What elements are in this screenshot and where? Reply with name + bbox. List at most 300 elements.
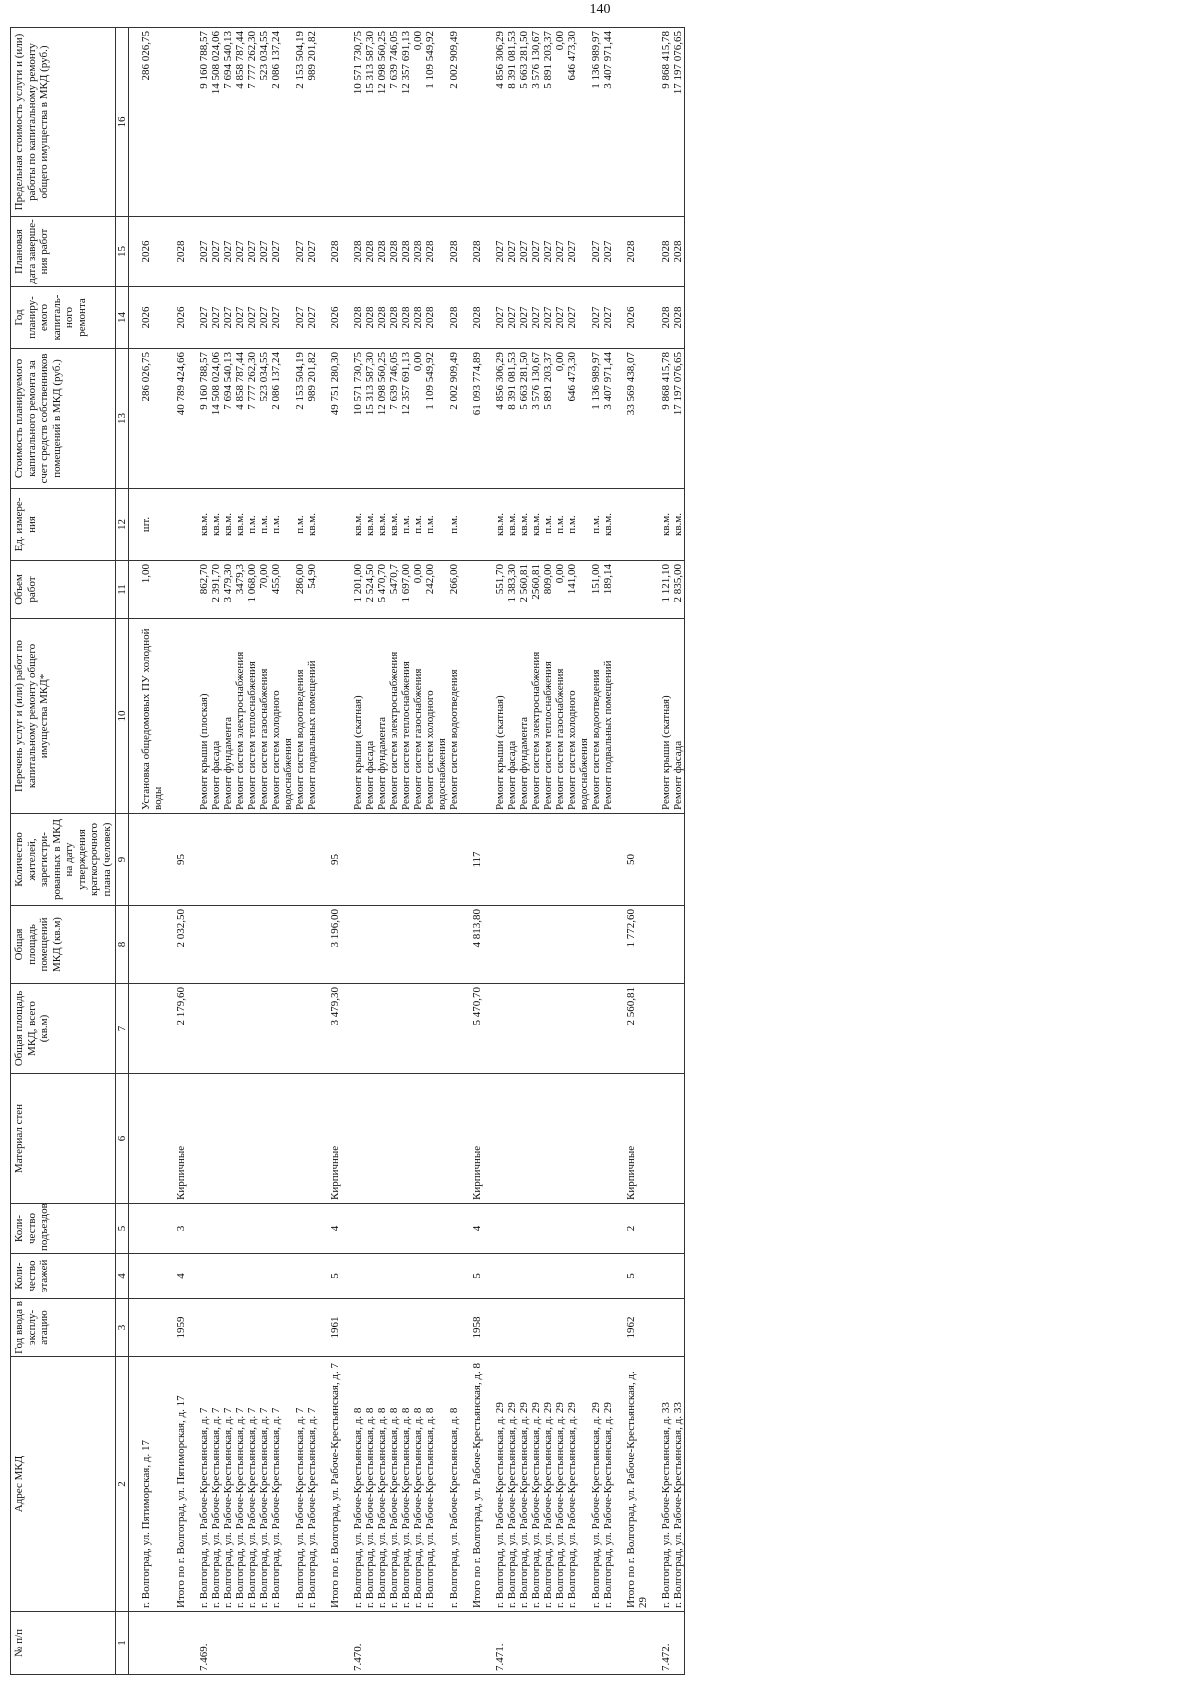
table-row bbox=[518, 28, 530, 1675]
cell-col-15: 2027 bbox=[270, 217, 294, 287]
cell-col-2: Итого по г. Волгоград, ул. Рабоче-Крестьянская, д. 29 bbox=[614, 1357, 649, 1612]
cell-col-15: 2028 bbox=[412, 217, 424, 287]
cell-col-11: 0,00 bbox=[412, 561, 424, 619]
cell-col-2: г. Волгоград, ул. Рабоче-Крестьянская, д. 33 bbox=[649, 1357, 672, 1612]
cell-col-1 bbox=[566, 1612, 590, 1675]
cell-col-15: 2027 bbox=[566, 217, 590, 287]
cell-col-2: г. Волгоград, ул. Рабоче-Крестьянская, д. 7 bbox=[210, 1357, 222, 1612]
cell-col-5 bbox=[294, 1204, 306, 1254]
cell-col-4 bbox=[270, 1254, 294, 1299]
cell-col-3 bbox=[258, 1299, 270, 1357]
col-header-7: Общая площадь МКД, всего (кв.м) bbox=[11, 984, 116, 1074]
cell-col-14: 2028 bbox=[672, 287, 685, 349]
table-row bbox=[424, 28, 448, 1675]
cell-col-12: кв.м. bbox=[364, 489, 376, 561]
cell-col-3 bbox=[294, 1299, 306, 1357]
cell-col-6 bbox=[518, 1074, 530, 1204]
cell-col-1 bbox=[518, 1612, 530, 1675]
cell-col-5 bbox=[234, 1204, 246, 1254]
cell-col-16: 0,00 bbox=[554, 28, 566, 217]
cell-col-5 bbox=[448, 1204, 460, 1254]
cell-col-13: 10 571 730,75 bbox=[341, 349, 364, 489]
cell-col-7 bbox=[258, 984, 270, 1074]
cell-col-12: кв.м. bbox=[649, 489, 672, 561]
cell-col-10: Ремонт подвальных помещений bbox=[306, 619, 318, 814]
cell-col-7 bbox=[376, 984, 388, 1074]
cell-col-16: 7 777 262,30 bbox=[246, 28, 258, 217]
cell-col-8 bbox=[483, 906, 506, 984]
cell-col-2: Итого по г. Волгоград, ул. Пятиморская, д. 17 bbox=[164, 1357, 187, 1612]
col-number: 12 bbox=[116, 489, 129, 561]
cell-col-5 bbox=[341, 1204, 364, 1254]
cell-col-5 bbox=[542, 1204, 554, 1254]
col-header-14: Год планиру-емого капиталь-ного ремонта bbox=[11, 287, 116, 349]
cell-col-4: 4 bbox=[164, 1254, 187, 1299]
cell-col-15: 2027 bbox=[590, 217, 602, 287]
rotated-table-sheet bbox=[10, 28, 1140, 1675]
table-row bbox=[566, 28, 590, 1675]
cell-col-14: 2028 bbox=[400, 287, 412, 349]
cell-col-11: 2 835,00 bbox=[672, 561, 685, 619]
cell-col-15: 2027 bbox=[306, 217, 318, 287]
cell-col-1 bbox=[246, 1612, 258, 1675]
cell-col-14: 2027 bbox=[566, 287, 590, 349]
cell-col-16: 17 197 076,65 bbox=[672, 28, 685, 217]
cell-col-14: 2026 bbox=[164, 287, 187, 349]
cell-col-4 bbox=[294, 1254, 306, 1299]
cell-col-13: 12 357 691,13 bbox=[400, 349, 412, 489]
cell-col-13: 2 086 137,24 bbox=[270, 349, 294, 489]
cell-col-12: кв.м. bbox=[187, 489, 210, 561]
cell-col-6 bbox=[258, 1074, 270, 1204]
cell-col-8 bbox=[672, 906, 685, 984]
col-number: 13 bbox=[116, 349, 129, 489]
cell-col-1 bbox=[318, 1612, 341, 1675]
cell-col-12: кв.м. bbox=[483, 489, 506, 561]
cell-col-3 bbox=[412, 1299, 424, 1357]
cell-col-3 bbox=[424, 1299, 448, 1357]
cell-col-11: 286,00 bbox=[294, 561, 306, 619]
cell-col-13: 40 789 424,66 bbox=[164, 349, 187, 489]
cell-col-7 bbox=[424, 984, 448, 1074]
cell-col-7 bbox=[210, 984, 222, 1074]
cell-col-11: 1 068,00 bbox=[246, 561, 258, 619]
cell-col-9 bbox=[483, 814, 506, 906]
cell-col-15: 2028 bbox=[376, 217, 388, 287]
cell-col-10: Ремонт систем теплоснабжения bbox=[542, 619, 554, 814]
cell-col-7 bbox=[129, 984, 165, 1074]
cell-col-4 bbox=[483, 1254, 506, 1299]
cell-col-11: 2 524,50 bbox=[364, 561, 376, 619]
cell-col-4 bbox=[506, 1254, 518, 1299]
cell-col-8 bbox=[649, 906, 672, 984]
cell-col-12: кв.м. bbox=[530, 489, 542, 561]
cell-col-6 bbox=[506, 1074, 518, 1204]
cell-col-12: п.м. bbox=[566, 489, 590, 561]
cell-col-7 bbox=[672, 984, 685, 1074]
cell-col-11: 455,00 bbox=[270, 561, 294, 619]
cell-col-3 bbox=[187, 1299, 210, 1357]
cell-col-16 bbox=[460, 28, 483, 217]
cell-col-10: Ремонт систем водоотведения bbox=[590, 619, 602, 814]
cell-col-11: 2 560,81 bbox=[518, 561, 530, 619]
cell-col-6 bbox=[388, 1074, 400, 1204]
cell-col-8 bbox=[424, 906, 448, 984]
cell-col-7: 2 560,81 bbox=[614, 984, 649, 1074]
cell-col-13: 49 751 280,30 bbox=[318, 349, 341, 489]
cell-col-8 bbox=[364, 906, 376, 984]
cell-col-10: Ремонт систем электроснабжения bbox=[388, 619, 400, 814]
cell-col-11: 1 697,00 bbox=[400, 561, 412, 619]
cell-col-15: 2027 bbox=[258, 217, 270, 287]
cell-col-5 bbox=[187, 1204, 210, 1254]
cell-col-9 bbox=[234, 814, 246, 906]
cell-col-1 bbox=[222, 1612, 234, 1675]
cell-col-10: Ремонт крыши (плоская) bbox=[187, 619, 210, 814]
cell-col-14: 2028 bbox=[341, 287, 364, 349]
cell-col-5 bbox=[424, 1204, 448, 1254]
cell-col-12: п.м. bbox=[294, 489, 306, 561]
col-number: 1 bbox=[116, 1612, 129, 1675]
cell-col-3: 1962 bbox=[614, 1299, 649, 1357]
cell-col-5 bbox=[412, 1204, 424, 1254]
cell-col-2: г. Волгоград, ул. Рабоче-Крестьянская, д. 7 bbox=[222, 1357, 234, 1612]
cell-col-2: г. Волгоград, ул. Пятиморская, д. 17 bbox=[129, 1357, 165, 1612]
cell-col-9: 117 bbox=[460, 814, 483, 906]
cell-col-7 bbox=[222, 984, 234, 1074]
cell-col-3: 1958 bbox=[460, 1299, 483, 1357]
cell-col-9 bbox=[306, 814, 318, 906]
cell-col-10: Ремонт систем водоотведения bbox=[448, 619, 460, 814]
cell-col-6: Кирпичные bbox=[318, 1074, 341, 1204]
col-number: 5 bbox=[116, 1204, 129, 1254]
cell-col-11: 3 479,30 bbox=[222, 561, 234, 619]
cell-col-15: 2027 bbox=[506, 217, 518, 287]
column-number-row bbox=[116, 28, 129, 1675]
cell-col-11 bbox=[460, 561, 483, 619]
cell-col-14: 2028 bbox=[412, 287, 424, 349]
table-row bbox=[222, 28, 234, 1675]
cell-col-3 bbox=[590, 1299, 602, 1357]
cell-col-16: 1 136 989,97 bbox=[590, 28, 602, 217]
cell-col-3 bbox=[400, 1299, 412, 1357]
cell-col-1 bbox=[530, 1612, 542, 1675]
cell-col-2: г. Волгоград, ул. Рабоче-Крестьянская, д. 8 bbox=[364, 1357, 376, 1612]
cell-col-10: Ремонт подвальных помещений bbox=[602, 619, 614, 814]
cell-col-4 bbox=[364, 1254, 376, 1299]
cell-col-9: 95 bbox=[164, 814, 187, 906]
cell-col-6 bbox=[554, 1074, 566, 1204]
cell-col-14: 2028 bbox=[364, 287, 376, 349]
cell-col-5 bbox=[388, 1204, 400, 1254]
col-number: 9 bbox=[116, 814, 129, 906]
cell-col-2: г. Волгоград, ул. Рабоче-Крестьянская, д. 8 bbox=[400, 1357, 412, 1612]
cell-col-12: п.м. bbox=[258, 489, 270, 561]
cell-col-1 bbox=[400, 1612, 412, 1675]
capital-repair-table bbox=[10, 27, 685, 1675]
cell-col-6 bbox=[270, 1074, 294, 1204]
cell-col-6 bbox=[542, 1074, 554, 1204]
cell-col-10: Ремонт систем теплоснабжения bbox=[400, 619, 412, 814]
cell-col-11: 1,00 bbox=[129, 561, 165, 619]
cell-col-6 bbox=[566, 1074, 590, 1204]
cell-col-2: г. Волгоград, ул. Рабоче-Крестьянская, д. 8 bbox=[376, 1357, 388, 1612]
cell-col-2: г. Волгоград, ул. Рабоче-Крестьянская, д. 8 bbox=[424, 1357, 448, 1612]
table-row bbox=[554, 28, 566, 1675]
cell-col-7 bbox=[412, 984, 424, 1074]
cell-col-14: 2028 bbox=[388, 287, 400, 349]
cell-col-9 bbox=[246, 814, 258, 906]
cell-col-2: г. Волгоград, ул. Рабоче-Крестьянская, д. 29 bbox=[602, 1357, 614, 1612]
cell-col-4 bbox=[566, 1254, 590, 1299]
cell-col-5 bbox=[246, 1204, 258, 1254]
cell-col-14: 2027 bbox=[246, 287, 258, 349]
cell-col-5: 4 bbox=[460, 1204, 483, 1254]
cell-col-2: г. Волгоград, ул. Рабоче-Крестьянская, д. 29 bbox=[518, 1357, 530, 1612]
cell-col-10 bbox=[614, 619, 649, 814]
cell-col-5 bbox=[400, 1204, 412, 1254]
cell-col-6 bbox=[376, 1074, 388, 1204]
table-row bbox=[506, 28, 518, 1675]
cell-col-13: 646 473,30 bbox=[566, 349, 590, 489]
cell-col-10: Ремонт систем электроснабжения bbox=[234, 619, 246, 814]
cell-col-2: г. Волгоград, ул. Рабоче-Крестьянская, д. 8 bbox=[412, 1357, 424, 1612]
cell-col-1 bbox=[542, 1612, 554, 1675]
cell-col-14: 2027 bbox=[506, 287, 518, 349]
cell-col-2: г. Волгоград, ул. Рабоче-Крестьянская, д. 7 bbox=[294, 1357, 306, 1612]
cell-col-6 bbox=[483, 1074, 506, 1204]
cell-col-1 bbox=[258, 1612, 270, 1675]
cell-col-2: г. Волгоград, ул. Рабоче-Крестьянская, д. 29 bbox=[542, 1357, 554, 1612]
cell-col-3 bbox=[129, 1299, 165, 1357]
cell-col-12: кв.м. bbox=[376, 489, 388, 561]
cell-col-1 bbox=[614, 1612, 649, 1675]
table-row bbox=[590, 28, 602, 1675]
cell-col-6 bbox=[649, 1074, 672, 1204]
cell-col-16 bbox=[318, 28, 341, 217]
cell-col-9 bbox=[530, 814, 542, 906]
cell-col-3 bbox=[530, 1299, 542, 1357]
cell-col-4 bbox=[376, 1254, 388, 1299]
cell-col-6 bbox=[448, 1074, 460, 1204]
cell-col-12 bbox=[164, 489, 187, 561]
cell-col-14: 2027 bbox=[530, 287, 542, 349]
cell-col-8 bbox=[602, 906, 614, 984]
cell-col-15: 2027 bbox=[530, 217, 542, 287]
cell-col-14: 2026 bbox=[318, 287, 341, 349]
cell-col-1 bbox=[306, 1612, 318, 1675]
cell-col-3 bbox=[448, 1299, 460, 1357]
cell-col-4 bbox=[187, 1254, 210, 1299]
cell-col-12: шт. bbox=[129, 489, 165, 561]
cell-col-10: Ремонт фундамента bbox=[376, 619, 388, 814]
cell-col-9 bbox=[376, 814, 388, 906]
table-row bbox=[210, 28, 222, 1675]
cell-col-8 bbox=[294, 906, 306, 984]
cell-col-14: 2028 bbox=[424, 287, 448, 349]
table-row bbox=[376, 28, 388, 1675]
cell-col-9: 95 bbox=[318, 814, 341, 906]
cell-col-10: Установка общедомовых ПУ холодной воды bbox=[129, 619, 165, 814]
cell-col-16: 12 357 691,13 bbox=[400, 28, 412, 217]
cell-col-12: п.м. bbox=[554, 489, 566, 561]
cell-col-9 bbox=[258, 814, 270, 906]
cell-col-10: Ремонт фасада bbox=[210, 619, 222, 814]
cell-col-4 bbox=[258, 1254, 270, 1299]
cell-col-8 bbox=[306, 906, 318, 984]
table-row bbox=[542, 28, 554, 1675]
cell-col-2: г. Волгоград, ул. Рабоче-Крестьянская, д. 29 bbox=[590, 1357, 602, 1612]
cell-col-7 bbox=[649, 984, 672, 1074]
cell-col-15: 2027 bbox=[294, 217, 306, 287]
cell-col-4 bbox=[306, 1254, 318, 1299]
cell-col-13: 5 663 281,50 bbox=[518, 349, 530, 489]
cell-col-16: 0,00 bbox=[412, 28, 424, 217]
cell-col-8 bbox=[210, 906, 222, 984]
cell-col-16: 523 034,55 bbox=[258, 28, 270, 217]
cell-col-7 bbox=[554, 984, 566, 1074]
cell-col-8 bbox=[270, 906, 294, 984]
cell-col-13: 15 313 587,30 bbox=[364, 349, 376, 489]
cell-col-4 bbox=[129, 1254, 165, 1299]
cell-col-1 bbox=[448, 1612, 460, 1675]
cell-col-12: кв.м. bbox=[306, 489, 318, 561]
cell-col-1 bbox=[602, 1612, 614, 1675]
cell-col-13: 3 407 971,44 bbox=[602, 349, 614, 489]
cell-col-11: 5 470,70 bbox=[376, 561, 388, 619]
cell-col-13: 523 034,55 bbox=[258, 349, 270, 489]
cell-col-15: 2027 bbox=[246, 217, 258, 287]
cell-col-10: Ремонт систем электроснабжения bbox=[530, 619, 542, 814]
cell-col-14: 2027 bbox=[294, 287, 306, 349]
table-row bbox=[306, 28, 318, 1675]
cell-col-7 bbox=[234, 984, 246, 1074]
cell-col-16: 5 663 281,50 bbox=[518, 28, 530, 217]
cell-col-11: 5470,7 bbox=[388, 561, 400, 619]
cell-col-10: Ремонт систем газоснабжения bbox=[258, 619, 270, 814]
cell-col-3 bbox=[234, 1299, 246, 1357]
cell-col-8: 3 196,00 bbox=[318, 906, 341, 984]
cell-col-6 bbox=[129, 1074, 165, 1204]
cell-col-11: 809,00 bbox=[542, 561, 554, 619]
cell-col-7 bbox=[542, 984, 554, 1074]
cell-col-12: кв.м. bbox=[388, 489, 400, 561]
cell-col-6 bbox=[602, 1074, 614, 1204]
cell-col-3 bbox=[270, 1299, 294, 1357]
cell-col-15: 2028 bbox=[424, 217, 448, 287]
cell-col-8 bbox=[258, 906, 270, 984]
cell-col-5: 2 bbox=[614, 1204, 649, 1254]
table-row bbox=[187, 28, 210, 1675]
cell-col-12: кв.м. bbox=[222, 489, 234, 561]
cell-col-9 bbox=[129, 814, 165, 906]
cell-col-13: 7 777 262,30 bbox=[246, 349, 258, 489]
cell-col-9 bbox=[566, 814, 590, 906]
table-row bbox=[530, 28, 542, 1675]
cell-col-14: 2028 bbox=[376, 287, 388, 349]
cell-col-3 bbox=[388, 1299, 400, 1357]
col-number: 8 bbox=[116, 906, 129, 984]
table-row bbox=[483, 28, 506, 1675]
cell-col-13: 9 160 788,57 bbox=[187, 349, 210, 489]
cell-col-9 bbox=[400, 814, 412, 906]
cell-col-16: 5 891 203,37 bbox=[542, 28, 554, 217]
col-number: 7 bbox=[116, 984, 129, 1074]
cell-col-16: 9 868 415,78 bbox=[649, 28, 672, 217]
cell-col-6: Кирпичные bbox=[460, 1074, 483, 1204]
cell-col-8 bbox=[412, 906, 424, 984]
cell-col-15: 2028 bbox=[388, 217, 400, 287]
cell-col-7 bbox=[518, 984, 530, 1074]
cell-col-8 bbox=[246, 906, 258, 984]
cell-col-2: г. Волгоград, ул. Рабоче-Крестьянская, д. 7 bbox=[258, 1357, 270, 1612]
cell-col-13: 17 197 076,65 bbox=[672, 349, 685, 489]
table-row bbox=[649, 28, 672, 1675]
cell-col-12: п.м. bbox=[412, 489, 424, 561]
cell-col-13: 7 639 746,05 bbox=[388, 349, 400, 489]
cell-col-8 bbox=[542, 906, 554, 984]
cell-col-7 bbox=[294, 984, 306, 1074]
cell-col-12: п.м. bbox=[424, 489, 448, 561]
cell-col-13: 7 694 540,13 bbox=[222, 349, 234, 489]
cell-col-8 bbox=[376, 906, 388, 984]
cell-col-13: 1 109 549,92 bbox=[424, 349, 448, 489]
table-total-row bbox=[164, 28, 187, 1675]
cell-col-7 bbox=[483, 984, 506, 1074]
cell-col-9 bbox=[424, 814, 448, 906]
cell-col-7 bbox=[246, 984, 258, 1074]
col-number: 11 bbox=[116, 561, 129, 619]
col-number: 3 bbox=[116, 1299, 129, 1357]
cell-col-9 bbox=[210, 814, 222, 906]
cell-col-15: 2027 bbox=[483, 217, 506, 287]
cell-col-4 bbox=[602, 1254, 614, 1299]
cell-col-1: 7.470. bbox=[341, 1612, 364, 1675]
cell-col-12: п.м. bbox=[542, 489, 554, 561]
cell-col-6: Кирпичные bbox=[614, 1074, 649, 1204]
cell-col-9 bbox=[270, 814, 294, 906]
cell-col-1 bbox=[164, 1612, 187, 1675]
cell-col-13: 2 153 504,19 bbox=[294, 349, 306, 489]
cell-col-15: 2027 bbox=[210, 217, 222, 287]
cell-col-15: 2028 bbox=[364, 217, 376, 287]
cell-col-16: 3 407 971,44 bbox=[602, 28, 614, 217]
table-row bbox=[388, 28, 400, 1675]
cell-col-12 bbox=[460, 489, 483, 561]
cell-col-8 bbox=[530, 906, 542, 984]
cell-col-12: п.м. bbox=[270, 489, 294, 561]
cell-col-15: 2026 bbox=[129, 217, 165, 287]
cell-col-13: 8 391 081,53 bbox=[506, 349, 518, 489]
cell-col-16: 2 153 504,19 bbox=[294, 28, 306, 217]
table-row bbox=[341, 28, 364, 1675]
cell-col-9 bbox=[506, 814, 518, 906]
cell-col-13: 14 508 024,06 bbox=[210, 349, 222, 489]
cell-col-3 bbox=[672, 1299, 685, 1357]
cell-col-2: г. Волгоград, ул. Рабоче-Крестьянская, д. 29 bbox=[506, 1357, 518, 1612]
cell-col-4 bbox=[234, 1254, 246, 1299]
cell-col-10: Ремонт систем холодного водоснабжения bbox=[424, 619, 448, 814]
cell-col-13: 989 201,82 bbox=[306, 349, 318, 489]
cell-col-3: 1961 bbox=[318, 1299, 341, 1357]
cell-col-15: 2028 bbox=[460, 217, 483, 287]
cell-col-16 bbox=[164, 28, 187, 217]
cell-col-10: Ремонт систем газоснабжения bbox=[554, 619, 566, 814]
cell-col-11: 862,70 bbox=[187, 561, 210, 619]
cell-col-7 bbox=[400, 984, 412, 1074]
cell-col-2: г. Волгоград, ул. Рабоче-Крестьянская, д. 29 bbox=[566, 1357, 590, 1612]
cell-col-16: 2 002 909,49 bbox=[448, 28, 460, 217]
